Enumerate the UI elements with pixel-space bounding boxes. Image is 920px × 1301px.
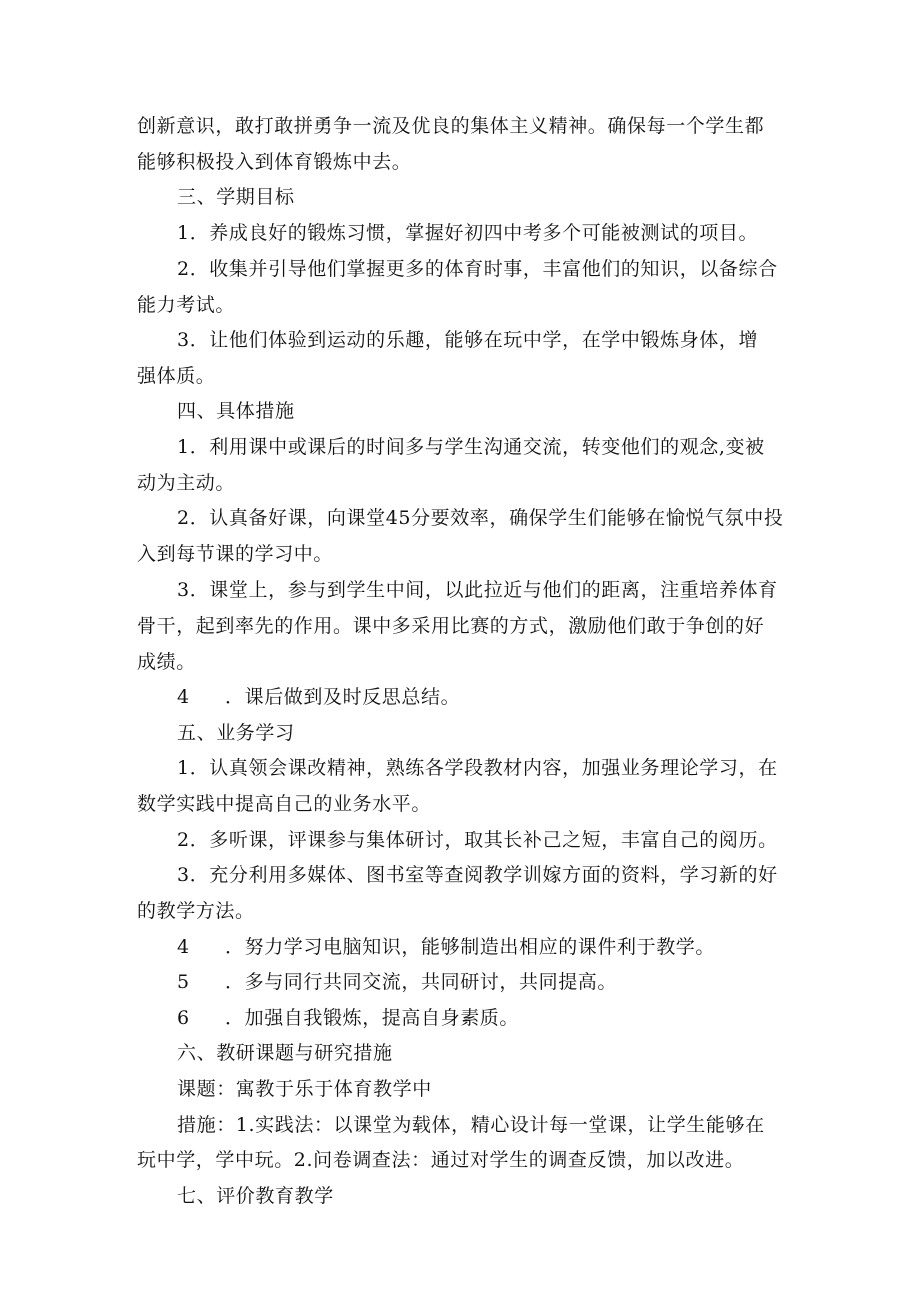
section-heading-evaluation: 七、评价教育教学: [177, 1185, 334, 1207]
measure-item-3-line-3: 成绩。: [137, 651, 196, 673]
item-number: 6: [177, 1007, 190, 1029]
item-text: ．多与同行共同交流，共同研讨，共同提高。: [225, 971, 618, 993]
section-heading-measures: 四、具体措施: [177, 400, 295, 422]
section-heading-research: 六、教研课题与研究措施: [177, 1042, 393, 1064]
item-text: ．努力学习电脑知识，能够制造出相应的课件利于教学。: [225, 936, 716, 958]
study-item-2: 2．多听课，评课参与集体研讨，取其长补己之短，丰富自己的阅历。: [177, 829, 778, 851]
measure-item-2-line-1: 2．认真备好课，向课堂45分要效率，确保学生们能够在愉悦气氛中投: [177, 507, 784, 529]
goal-item-3-line-2: 强体质。: [137, 365, 216, 387]
section-heading-goals: 三、学期目标: [177, 186, 295, 208]
item-number: 5: [177, 971, 190, 993]
goal-item-2-line-1: 2．收集并引导他们掌握更多的体育时事，丰富他们的知识，以备综合: [177, 258, 778, 280]
study-item-1-line-1: 1．认真领会课改精神，熟练各学段教材内容，加强业务理论学习，在: [177, 757, 778, 779]
research-measures-line-1: 措施：1.实践法：以课堂为载体，精心设计每一堂课，让学生能够在: [177, 1114, 765, 1136]
study-item-3-line-2: 的教学方法。: [137, 900, 255, 922]
item-text: ．加强自我锻炼，提高自身素质。: [225, 1007, 520, 1029]
intro-line-1: 创新意识，敢打敢拼勇争一流及优良的集体主义精神。确保每一个学生都: [137, 115, 765, 137]
study-item-1-line-2: 数学实践中提高自己的业务水平。: [137, 793, 432, 815]
measure-item-3-line-2: 骨干，起到率先的作用。课中多采用比赛的方式，激励他们敢于争创的好: [137, 615, 765, 637]
goal-item-2-line-2: 能力考试。: [137, 294, 236, 316]
research-topic: 课题：寓教于乐于体育教学中: [177, 1078, 432, 1100]
study-item-5: [177, 970, 617, 994]
study-item-4: [177, 935, 715, 959]
measure-item-4: [177, 685, 460, 709]
goal-item-3-line-1: 3．让他们体验到运动的乐趣，能够在玩中学，在学中锻炼身体，增: [177, 329, 759, 351]
measure-item-2-line-2: 入到每节课的学习中。: [137, 543, 334, 565]
item-text: ．课后做到及时反思总结。: [225, 686, 461, 708]
study-item-3-line-1: 3．充分利用多媒体、图书室等查阅教学训嫁方面的资料，学习新的好: [177, 864, 778, 886]
measure-item-1-line-1: 1．利用课中或课后的时间多与学生沟通交流，转变他们的观念,变被: [177, 436, 765, 458]
section-heading-study: 五、业务学习: [177, 722, 295, 744]
measure-item-1-line-2: 动为主动。: [137, 472, 236, 494]
item-number: 4: [177, 686, 190, 708]
research-measures-line-2: 玩中学，学中玩。2.问卷调查法：通过对学生的调查反馈，加以改进。: [137, 1149, 745, 1171]
intro-line-2: 能够积极投入到体育锻炼中去。: [137, 151, 412, 173]
item-number: 4: [177, 936, 190, 958]
goal-item-1: 1．养成良好的锻炼习惯，掌握好初四中考多个可能被测试的项目。: [177, 222, 759, 244]
measure-item-3-line-1: 3．课堂上，参与到学生中间，以此拉近与他们的距离，注重培养体育: [177, 579, 778, 601]
study-item-6: [177, 1006, 519, 1030]
